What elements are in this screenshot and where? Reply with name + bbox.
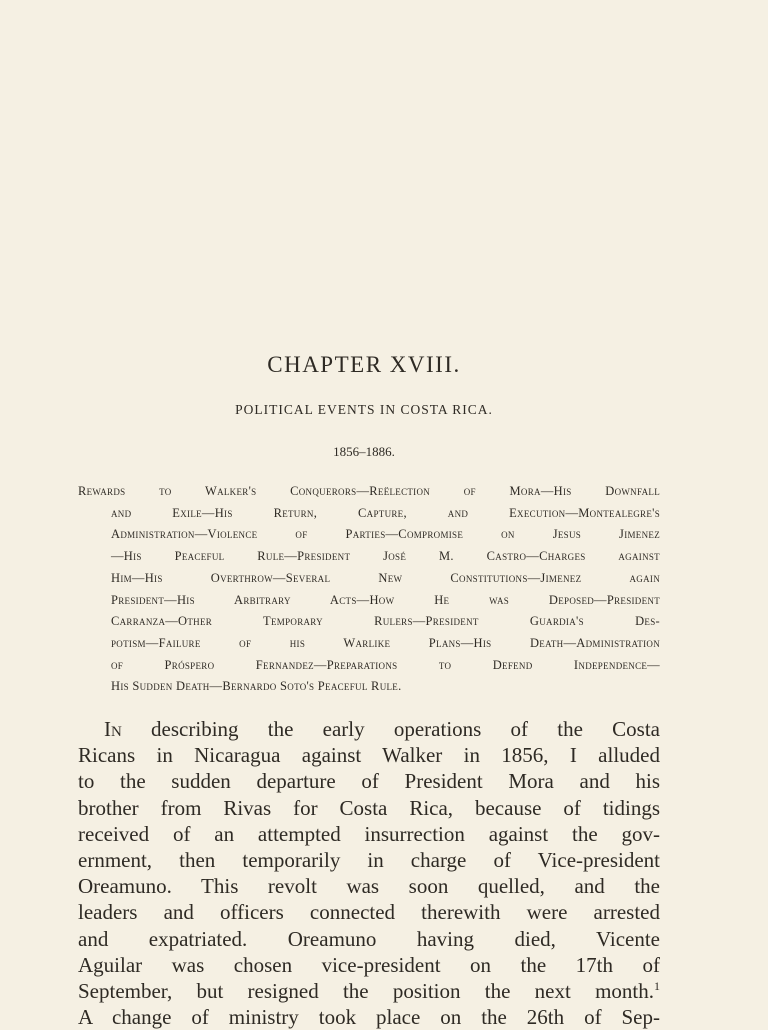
chapter-title: CHAPTER XVIII. <box>267 352 461 377</box>
body-line: A change of ministry took place on the 26th of Sep- <box>78 1005 660 1030</box>
body-text <box>78 716 660 1030</box>
summary-line: and Exile—His Return, Capture, and Execution—Montealegre's <box>111 505 660 520</box>
body-line-text: describing the early operations of the Costa <box>121 717 660 741</box>
summary-line: Carranza—Other Temporary Rulers—President Guardia's Des- <box>111 614 660 629</box>
footnote-marker: 1 <box>654 979 660 994</box>
summary-line: His Sudden Death—Bernardo Soto's Peaceful Rule. <box>111 679 402 694</box>
summary-line: Him—His Overthrow—Several New Constitutions—Jimenez again <box>111 570 660 585</box>
body-line: received of an attempted insurrection against the gov- <box>78 821 660 846</box>
body-line: leaders and officers connected therewith were arrested <box>78 900 660 925</box>
body-line: to the sudden departure of President Mora and his <box>78 769 660 794</box>
chapter-dates: 1856–1886. <box>333 444 395 459</box>
summary-line: —His Peaceful Rule—President José M. Castro—Charges against <box>111 549 660 564</box>
chapter-summary <box>78 481 660 698</box>
body-line <box>78 978 660 1004</box>
body-line: Oreamuno. This revolt was soon quelled, and the <box>78 874 660 899</box>
summary-line: President—His Arbitrary Acts—How He was Deposed—President <box>111 592 660 607</box>
body-line: and expatriated. Oreamuno having died, Vicente <box>78 926 660 951</box>
drop-word: In <box>104 717 122 741</box>
body-line: Ricans in Nicaragua against Walker in 1856, I alluded <box>78 743 660 768</box>
summary-line: of Próspero Fernandez—Preparations to Defend Independence— <box>111 657 660 672</box>
body-line-text: September, but resigned the position the next month. <box>78 979 654 1004</box>
body-line: Aguilar was chosen vice-president on the 17th of <box>78 952 660 977</box>
summary-line: potism—Failure of his Warlike Plans—His Death—Administration <box>111 635 660 650</box>
body-line <box>78 716 660 742</box>
chapter-subtitle: POLITICAL EVENTS IN COSTA RICA. <box>235 402 493 417</box>
body-line: brother from Rivas for Costa Rica, because of tidings <box>78 795 660 820</box>
summary-line: Rewards to Walker's Conquerors—Reëlection of Mora—His Downfall <box>78 484 660 498</box>
summary-line: Administration—Violence of Parties—Compromise on Jesus Jimenez <box>111 527 660 542</box>
body-line: ernment, then temporarily in charge of Vice-president <box>78 848 660 873</box>
